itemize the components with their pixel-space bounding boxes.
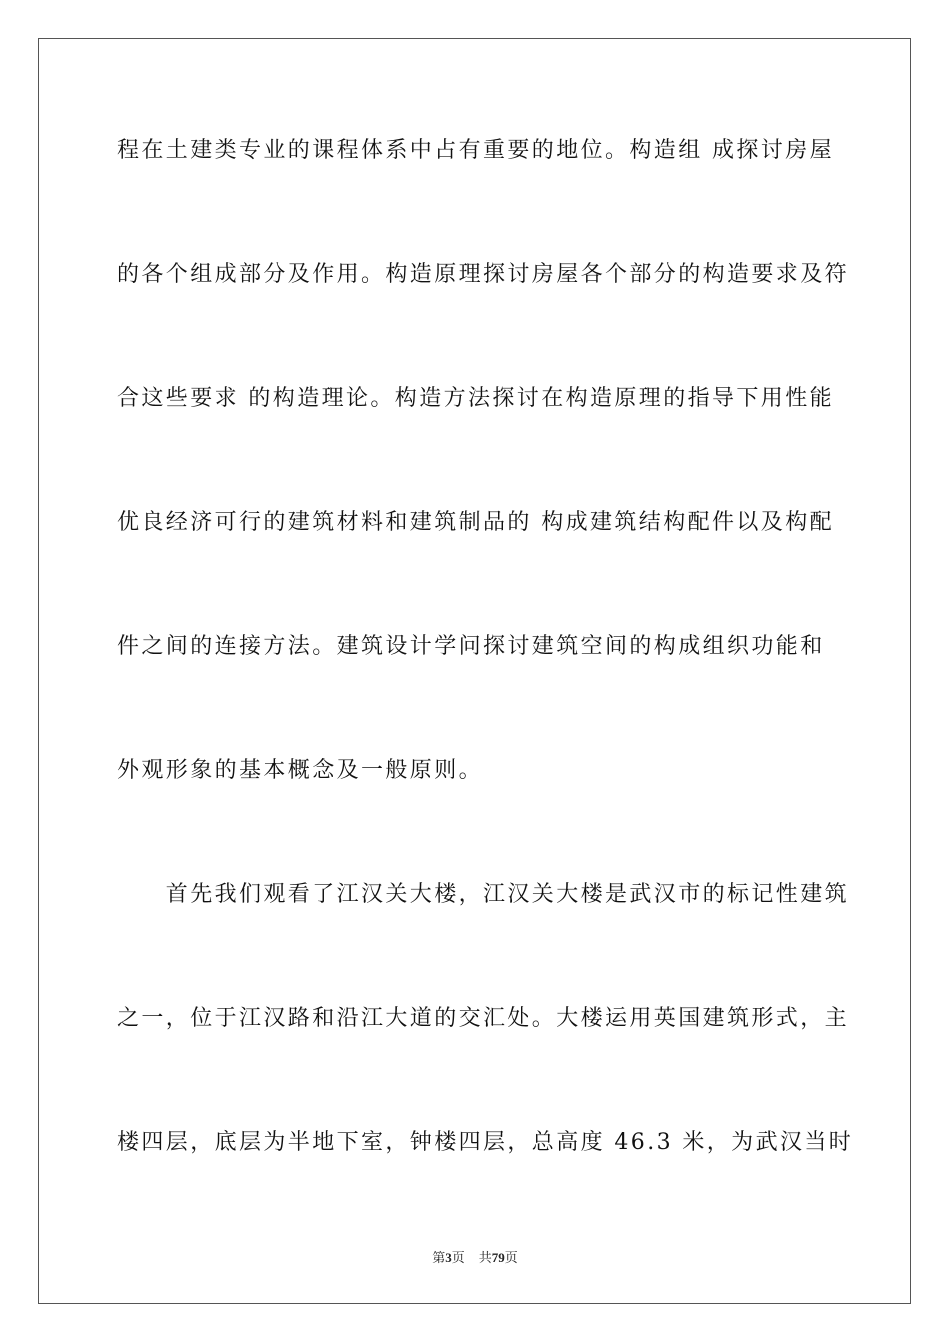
- text-line: 程在土建类专业的课程体系中占有重要的地位。构造组 成探讨房屋: [117, 138, 834, 163]
- page-suffix: 页: [451, 1250, 465, 1265]
- text-line: 首先我们观看了江汉关大楼，江汉关大楼是武汉市的标记性建筑: [117, 882, 850, 907]
- total-prefix: 共: [478, 1250, 492, 1265]
- page-footer: [0, 1247, 950, 1266]
- page-number: 3: [445, 1250, 452, 1265]
- text-line: 楼四层，底层为半地下室，钟楼四层，总高度 46.3 米，为武汉当时: [117, 1130, 854, 1155]
- text-line: 合这些要求 的构造理论。构造方法探讨在构造原理的指导下用性能: [117, 386, 834, 411]
- text-line: 外观形象的基本概念及一般原则。: [117, 758, 484, 783]
- text-line: 优良经济可行的建筑材料和建筑制品的 构成建筑结构配件以及构配: [117, 510, 834, 535]
- text-line: 的各个组成部分及作用。构造原理探讨房屋各个部分的构造要求及符: [117, 262, 850, 287]
- page-border: [38, 38, 911, 1304]
- total-pages: 79: [491, 1250, 505, 1265]
- text-line: 件之间的连接方法。建筑设计学问探讨建筑空间的构成组织功能和: [117, 634, 825, 659]
- total-suffix: 页: [504, 1250, 518, 1265]
- text-line: 之一，位于江汉路和沿江大道的交汇处。大楼运用英国建筑形式，主: [117, 1006, 850, 1031]
- page-prefix: 第: [432, 1250, 446, 1265]
